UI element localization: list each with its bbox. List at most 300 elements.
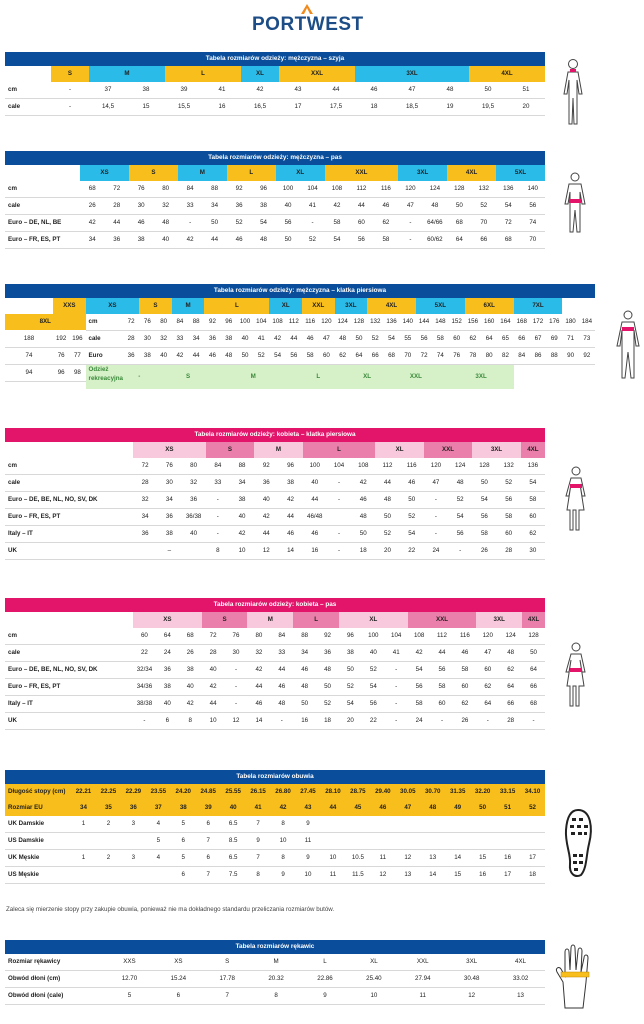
table-cell: 27.94 — [398, 971, 447, 988]
table-cell — [121, 867, 146, 884]
foot-length-cell: 23.55 — [146, 784, 171, 800]
table-cell: 38 — [339, 645, 362, 662]
table-cell — [370, 816, 395, 833]
table-cell: - — [385, 662, 408, 679]
size-header: M — [254, 442, 302, 458]
size-header: L — [227, 165, 276, 181]
table-cell — [71, 867, 96, 884]
table-cell: 41 — [300, 198, 324, 215]
table-cell: 38 — [157, 526, 181, 543]
table-cell: 48 — [448, 475, 472, 492]
table-cell: 44 — [286, 331, 302, 348]
table-cell: 66 — [367, 348, 383, 365]
table-cell — [470, 833, 495, 850]
table-cell: - — [522, 713, 545, 730]
foot-length-cell: 28.10 — [320, 784, 345, 800]
table-cell: 68 — [80, 181, 104, 198]
table-cell: 48 — [316, 662, 339, 679]
size-header: 4XL — [447, 165, 496, 181]
table-cell: 116 — [453, 628, 476, 645]
table-cell: 36 — [316, 645, 339, 662]
table-cell: - — [448, 543, 472, 560]
table-cell: 112 — [431, 628, 454, 645]
table-cell: 176 — [546, 314, 562, 331]
table-cell: 7 — [203, 988, 252, 1005]
shoe-sole-icon — [561, 808, 595, 878]
table-cell: 52 — [362, 662, 385, 679]
row-label: Euro – FR, ES, PT — [5, 679, 133, 696]
table-cell: 7 — [196, 833, 221, 850]
table-cell: 58 — [432, 331, 448, 348]
eu-size-cell: 47 — [395, 800, 420, 816]
table-cell — [133, 543, 157, 560]
table-cell: 132 — [367, 314, 383, 331]
table-cell: 46 — [303, 526, 327, 543]
table-cell: - — [424, 526, 448, 543]
table-cell: 188 — [5, 331, 53, 348]
table-cell: 38 — [221, 331, 237, 348]
size-header: 3XL — [398, 165, 447, 181]
table-cell: 8.5 — [221, 833, 246, 850]
table-cell: 38/38 — [133, 696, 156, 713]
table-cell: 72 — [133, 458, 157, 475]
table-cell: 156 — [465, 314, 481, 331]
table-cell: - — [300, 215, 324, 232]
size-header: M — [89, 66, 165, 82]
table-cell: 32 — [181, 475, 205, 492]
table-cell: 52 — [339, 679, 362, 696]
table-cell: 46 — [374, 198, 398, 215]
table-cell: 15 — [470, 850, 495, 867]
table-cell: 44 — [188, 348, 204, 365]
size-header: XXL — [408, 612, 477, 628]
size-header: XL — [241, 66, 279, 82]
table-cell: 4 — [146, 816, 171, 833]
table-cell: 46 — [227, 232, 251, 249]
table-cell: 50 — [293, 696, 316, 713]
size-header: M — [172, 298, 205, 314]
table-cell: 56 — [521, 198, 545, 215]
table-cell: 42 — [269, 331, 285, 348]
table-cell: 3XL — [447, 954, 496, 971]
table-cell: XXL — [398, 954, 447, 971]
table-cell: 10 — [271, 833, 296, 850]
table-cell: 104 — [327, 458, 351, 475]
table-cell: 70 — [400, 348, 416, 365]
table-cell: 18 — [355, 99, 393, 116]
table-cell: 76 — [225, 628, 248, 645]
leisure-cell: M — [221, 365, 286, 389]
male-figure-waist-icon — [562, 172, 588, 234]
table-cell: 8 — [206, 543, 230, 560]
table-cell: 1 — [71, 816, 96, 833]
table-cell: 54 — [251, 215, 275, 232]
table-cell: 124 — [335, 314, 351, 331]
table-cell: 12 — [447, 988, 496, 1005]
table-cell: - — [206, 526, 230, 543]
table-cell: 22 — [362, 713, 385, 730]
table-cell: 15 — [445, 867, 470, 884]
table-cell: 16 — [203, 99, 241, 116]
size-header: L — [303, 442, 376, 458]
foot-length-cell: 24.85 — [196, 784, 221, 800]
table-cell: 10 — [296, 867, 321, 884]
table-cell: 60 — [133, 628, 156, 645]
table-cell: 80 — [247, 628, 270, 645]
table-cell: 48 — [351, 509, 375, 526]
table-cell: 44 — [247, 679, 270, 696]
table-cell: 30 — [129, 198, 153, 215]
size-header: 4XL — [469, 66, 545, 82]
table-cell: 17,5 — [317, 99, 355, 116]
table-cell: 82 — [497, 348, 513, 365]
table-cell: 94 — [5, 365, 53, 382]
table-cell: 64 — [476, 696, 499, 713]
table-cell: 6 — [154, 988, 203, 1005]
table-cell: 72 — [123, 314, 139, 331]
eu-size-cell: 43 — [296, 800, 321, 816]
table-cell: 68 — [447, 215, 471, 232]
size-row-label — [5, 442, 133, 458]
table-cell: 84 — [172, 314, 188, 331]
leisure-cell: S — [156, 365, 221, 389]
table-cell: 36 — [104, 232, 128, 249]
table-cell: 56 — [497, 492, 521, 509]
table-cell: 80 — [181, 458, 205, 475]
table-cell: 22.86 — [301, 971, 350, 988]
table-cell — [520, 816, 545, 833]
table-cell: 52 — [448, 492, 472, 509]
table-cell: 14 — [247, 713, 270, 730]
table-cell: 11 — [370, 850, 395, 867]
table-cell: 33.02 — [496, 971, 545, 988]
table-cell: 152 — [449, 314, 465, 331]
table-cell: 16 — [293, 713, 316, 730]
eu-size-cell: 39 — [196, 800, 221, 816]
table-cell: 58 — [521, 492, 545, 509]
table-cell: 108 — [325, 181, 349, 198]
table-cell: 54 — [339, 696, 362, 713]
table-title: Tabela rozmiarów rękawic — [5, 940, 545, 954]
table-cell: 128 — [351, 314, 367, 331]
table-cell: 44 — [270, 662, 293, 679]
size-header: XXS — [53, 298, 86, 314]
foot-length-cell: 24.20 — [171, 784, 196, 800]
size-header: XS — [133, 612, 202, 628]
table-cell: 56 — [349, 232, 373, 249]
table-cell: 34 — [230, 475, 254, 492]
size-header: S — [202, 612, 248, 628]
table-cell: 54 — [521, 475, 545, 492]
table-cell: 6 — [196, 850, 221, 867]
table-cell: 84 — [178, 181, 202, 198]
table-cell: 54 — [400, 526, 424, 543]
table-cell: 50 — [316, 679, 339, 696]
table-cell: 140 — [400, 314, 416, 331]
table-cell: 184 — [579, 314, 595, 331]
glove-hand-icon — [553, 942, 595, 1012]
table-cell: 46 — [302, 331, 318, 348]
table-cell: 8 — [246, 867, 271, 884]
table-cell: 108 — [351, 458, 375, 475]
table-cell: 11 — [296, 833, 321, 850]
table-cell: 128 — [447, 181, 471, 198]
table-cell: 112 — [286, 314, 302, 331]
table-cell: 68 — [179, 628, 202, 645]
size-row-label — [5, 66, 51, 82]
foot-length-cell: 30.05 — [395, 784, 420, 800]
table-cell: 120 — [318, 314, 334, 331]
table-cell: 76 — [53, 348, 69, 365]
table-cell: 46 — [351, 492, 375, 509]
table-cell: 42 — [172, 348, 188, 365]
table-cell: 36 — [133, 526, 157, 543]
table-cell: 2 — [96, 850, 121, 867]
table-cell: 16,5 — [241, 99, 279, 116]
table-cell — [370, 833, 395, 850]
table-cell: - — [398, 215, 422, 232]
table-cell: 9 — [271, 867, 296, 884]
table-cell: 44 — [202, 232, 226, 249]
table-cell: 20.32 — [252, 971, 301, 988]
table-cell: 6.5 — [221, 816, 246, 833]
size-header: 4XL — [367, 298, 416, 314]
table-cell: 19,5 — [469, 99, 507, 116]
row-label: Rozmiar rękawicy — [5, 954, 105, 971]
table-cell: 24 — [424, 543, 448, 560]
table-cell: 52 — [497, 475, 521, 492]
table-cell: 124 — [448, 458, 472, 475]
table-cell: 40 — [181, 526, 205, 543]
table-cell: 72 — [104, 181, 128, 198]
table-cell: 132 — [497, 458, 521, 475]
table-cell: 32 — [247, 645, 270, 662]
table-cell: 52 — [472, 198, 496, 215]
table-cell: 19 — [431, 99, 469, 116]
table-cell: 26 — [179, 645, 202, 662]
size-header: XS — [86, 298, 140, 314]
eu-size-cell: 44 — [320, 800, 345, 816]
table-cell: 70 — [521, 232, 545, 249]
table-cell: - — [133, 713, 156, 730]
table-cell: 52 — [375, 526, 399, 543]
eu-size-cell: 45 — [345, 800, 370, 816]
table-cell: 42 — [230, 526, 254, 543]
table-cell: 62 — [499, 662, 522, 679]
size-header: XL — [339, 612, 408, 628]
table-cell: 5 — [105, 988, 154, 1005]
foot-length-cell: 32.20 — [470, 784, 495, 800]
leisure-cell: 3XL — [449, 365, 514, 389]
foot-length-cell: 26.80 — [271, 784, 296, 800]
size-header: XXL — [279, 66, 355, 82]
table-cell: 54 — [472, 492, 496, 509]
table-cell: 14 — [420, 867, 445, 884]
row-label: cale — [5, 99, 51, 116]
table-cell: 4 — [146, 850, 171, 867]
size-header: 3XL — [335, 298, 368, 314]
table-cell: 40 — [362, 645, 385, 662]
table-cell: 56 — [286, 348, 302, 365]
table-cell: 120 — [424, 458, 448, 475]
table-cell: 22 — [400, 543, 424, 560]
table-cell: 60/62 — [423, 232, 447, 249]
table-cell: 72 — [416, 348, 432, 365]
table-cell: 40 — [179, 679, 202, 696]
table-cell — [96, 867, 121, 884]
female-figure-waist-icon — [563, 642, 589, 708]
table-cell: - — [385, 696, 408, 713]
table-cell: 74 — [521, 215, 545, 232]
eu-size-cell: 37 — [146, 800, 171, 816]
table-cell: 36 — [156, 662, 179, 679]
table-cell: 56 — [431, 662, 454, 679]
table-cell: XXS — [105, 954, 154, 971]
table-cell: 13 — [496, 988, 545, 1005]
table-cell: 54 — [269, 348, 285, 365]
table-title: Tabela rozmiarów odzieży: kobieta – pas — [5, 598, 545, 612]
table-title: Tabela rozmiarów odzieży: mężczyzna – szyja — [5, 52, 545, 66]
table-cell: 76 — [157, 458, 181, 475]
leisure-cell: L — [286, 365, 351, 389]
size-row-label — [5, 612, 133, 628]
table-cell: 6 — [196, 816, 221, 833]
table-cell: 10 — [349, 988, 398, 1005]
row-label: cale — [5, 645, 133, 662]
table-cell: 15,5 — [165, 99, 203, 116]
table-cell — [320, 816, 345, 833]
eu-size-cell: 40 — [221, 800, 246, 816]
table-cell: 15.24 — [154, 971, 203, 988]
table-cell: - — [51, 82, 89, 99]
table-title: Tabela rozmiarów obuwia — [5, 770, 545, 784]
table-cell — [121, 833, 146, 850]
row-label: cale — [86, 331, 123, 348]
table-cell: 44 — [431, 645, 454, 662]
table-neck — [5, 52, 545, 116]
table-cell: 28 — [133, 475, 157, 492]
table-cell: 62 — [521, 526, 545, 543]
size-header: 3XL — [355, 66, 469, 82]
table-cell: 34 — [157, 492, 181, 509]
table-shoes — [5, 770, 545, 884]
table-cell: 172 — [530, 314, 546, 331]
table-cell: 14 — [278, 543, 302, 560]
table-cell: 17.78 — [203, 971, 252, 988]
table-cell: 88 — [546, 348, 562, 365]
table-cell: 64 — [351, 348, 367, 365]
table-cell: 3 — [121, 816, 146, 833]
size-header: XXL — [302, 298, 335, 314]
leisure-cell: XL — [351, 365, 384, 389]
table-cell: 86 — [530, 348, 546, 365]
table-cell: 72 — [496, 215, 520, 232]
table-cell: 80 — [153, 181, 177, 198]
table-cell: 36 — [254, 475, 278, 492]
eu-size-cell: 38 — [171, 800, 196, 816]
table-cell — [420, 816, 445, 833]
table-women-chest — [5, 428, 545, 560]
table-cell: 69 — [546, 331, 562, 348]
table-cell: 4XL — [496, 954, 545, 971]
table-cell: 66 — [499, 696, 522, 713]
table-cell: 8 — [271, 816, 296, 833]
table-cell: 16 — [303, 543, 327, 560]
table-cell — [320, 833, 345, 850]
table-cell: - — [327, 526, 351, 543]
table-cell: 16 — [495, 850, 520, 867]
table-cell: 60 — [476, 662, 499, 679]
table-cell: 76 — [449, 348, 465, 365]
size-header: M — [247, 612, 293, 628]
table-cell: 58 — [408, 696, 431, 713]
table-cell: 50 — [469, 82, 507, 99]
table-cell: - — [424, 492, 448, 509]
row-label: cm — [5, 458, 133, 475]
table-cell: - — [327, 492, 351, 509]
table-cell: 26 — [80, 198, 104, 215]
table-cell: 68 — [496, 232, 520, 249]
table-cell: - — [225, 662, 248, 679]
table-cell: 24 — [408, 713, 431, 730]
table-cell: 44 — [254, 526, 278, 543]
foot-length-cell: 27.45 — [296, 784, 321, 800]
table-cell: 47 — [424, 475, 448, 492]
table-cell: 140 — [521, 181, 545, 198]
table-cell: 46 — [278, 526, 302, 543]
table-cell: 34 — [202, 198, 226, 215]
table-cell: 168 — [514, 314, 530, 331]
table-cell: 41 — [203, 82, 241, 99]
table-cell: XS — [154, 954, 203, 971]
table-cell: 144 — [416, 314, 432, 331]
table-cell: 18,5 — [393, 99, 431, 116]
table-title: Tabela rozmiarów odzieży: mężczyzna – klatka piersiowa — [5, 284, 595, 298]
foot-length-label: Długość stopy (cm) — [5, 784, 71, 800]
foot-length-cell: 33.15 — [495, 784, 520, 800]
table-cell: 12 — [225, 713, 248, 730]
table-cell — [420, 833, 445, 850]
table-cell: 96 — [339, 628, 362, 645]
table-cell: 68 — [522, 696, 545, 713]
table-cell: 46 — [129, 215, 153, 232]
table-cell: 192 — [53, 331, 69, 348]
table-cell: 80 — [481, 348, 497, 365]
table-cell: 36 — [157, 509, 181, 526]
table-cell: 64 — [481, 331, 497, 348]
table-cell: - — [51, 99, 89, 116]
table-cell: 52 — [300, 232, 324, 249]
size-header: XXL — [424, 442, 472, 458]
table-cell: 50 — [339, 662, 362, 679]
table-cell: 88 — [188, 314, 204, 331]
table-cell: - — [431, 713, 454, 730]
size-header: XXL — [325, 165, 398, 181]
table-cell: 40 — [156, 348, 172, 365]
table-cell — [395, 833, 420, 850]
table-cell: 38 — [251, 198, 275, 215]
table-cell: 1 — [71, 850, 96, 867]
table-cell: 68 — [383, 348, 399, 365]
table-cell: 50 — [351, 526, 375, 543]
size-header: XL — [269, 298, 302, 314]
table-cell: 17 — [279, 99, 317, 116]
table-cell: 42 — [178, 232, 202, 249]
eu-size-cell: 34 — [71, 800, 96, 816]
row-label: Obwód dłoni (cm) — [5, 971, 105, 988]
size-header: XS — [133, 442, 206, 458]
table-cell: 38 — [179, 662, 202, 679]
